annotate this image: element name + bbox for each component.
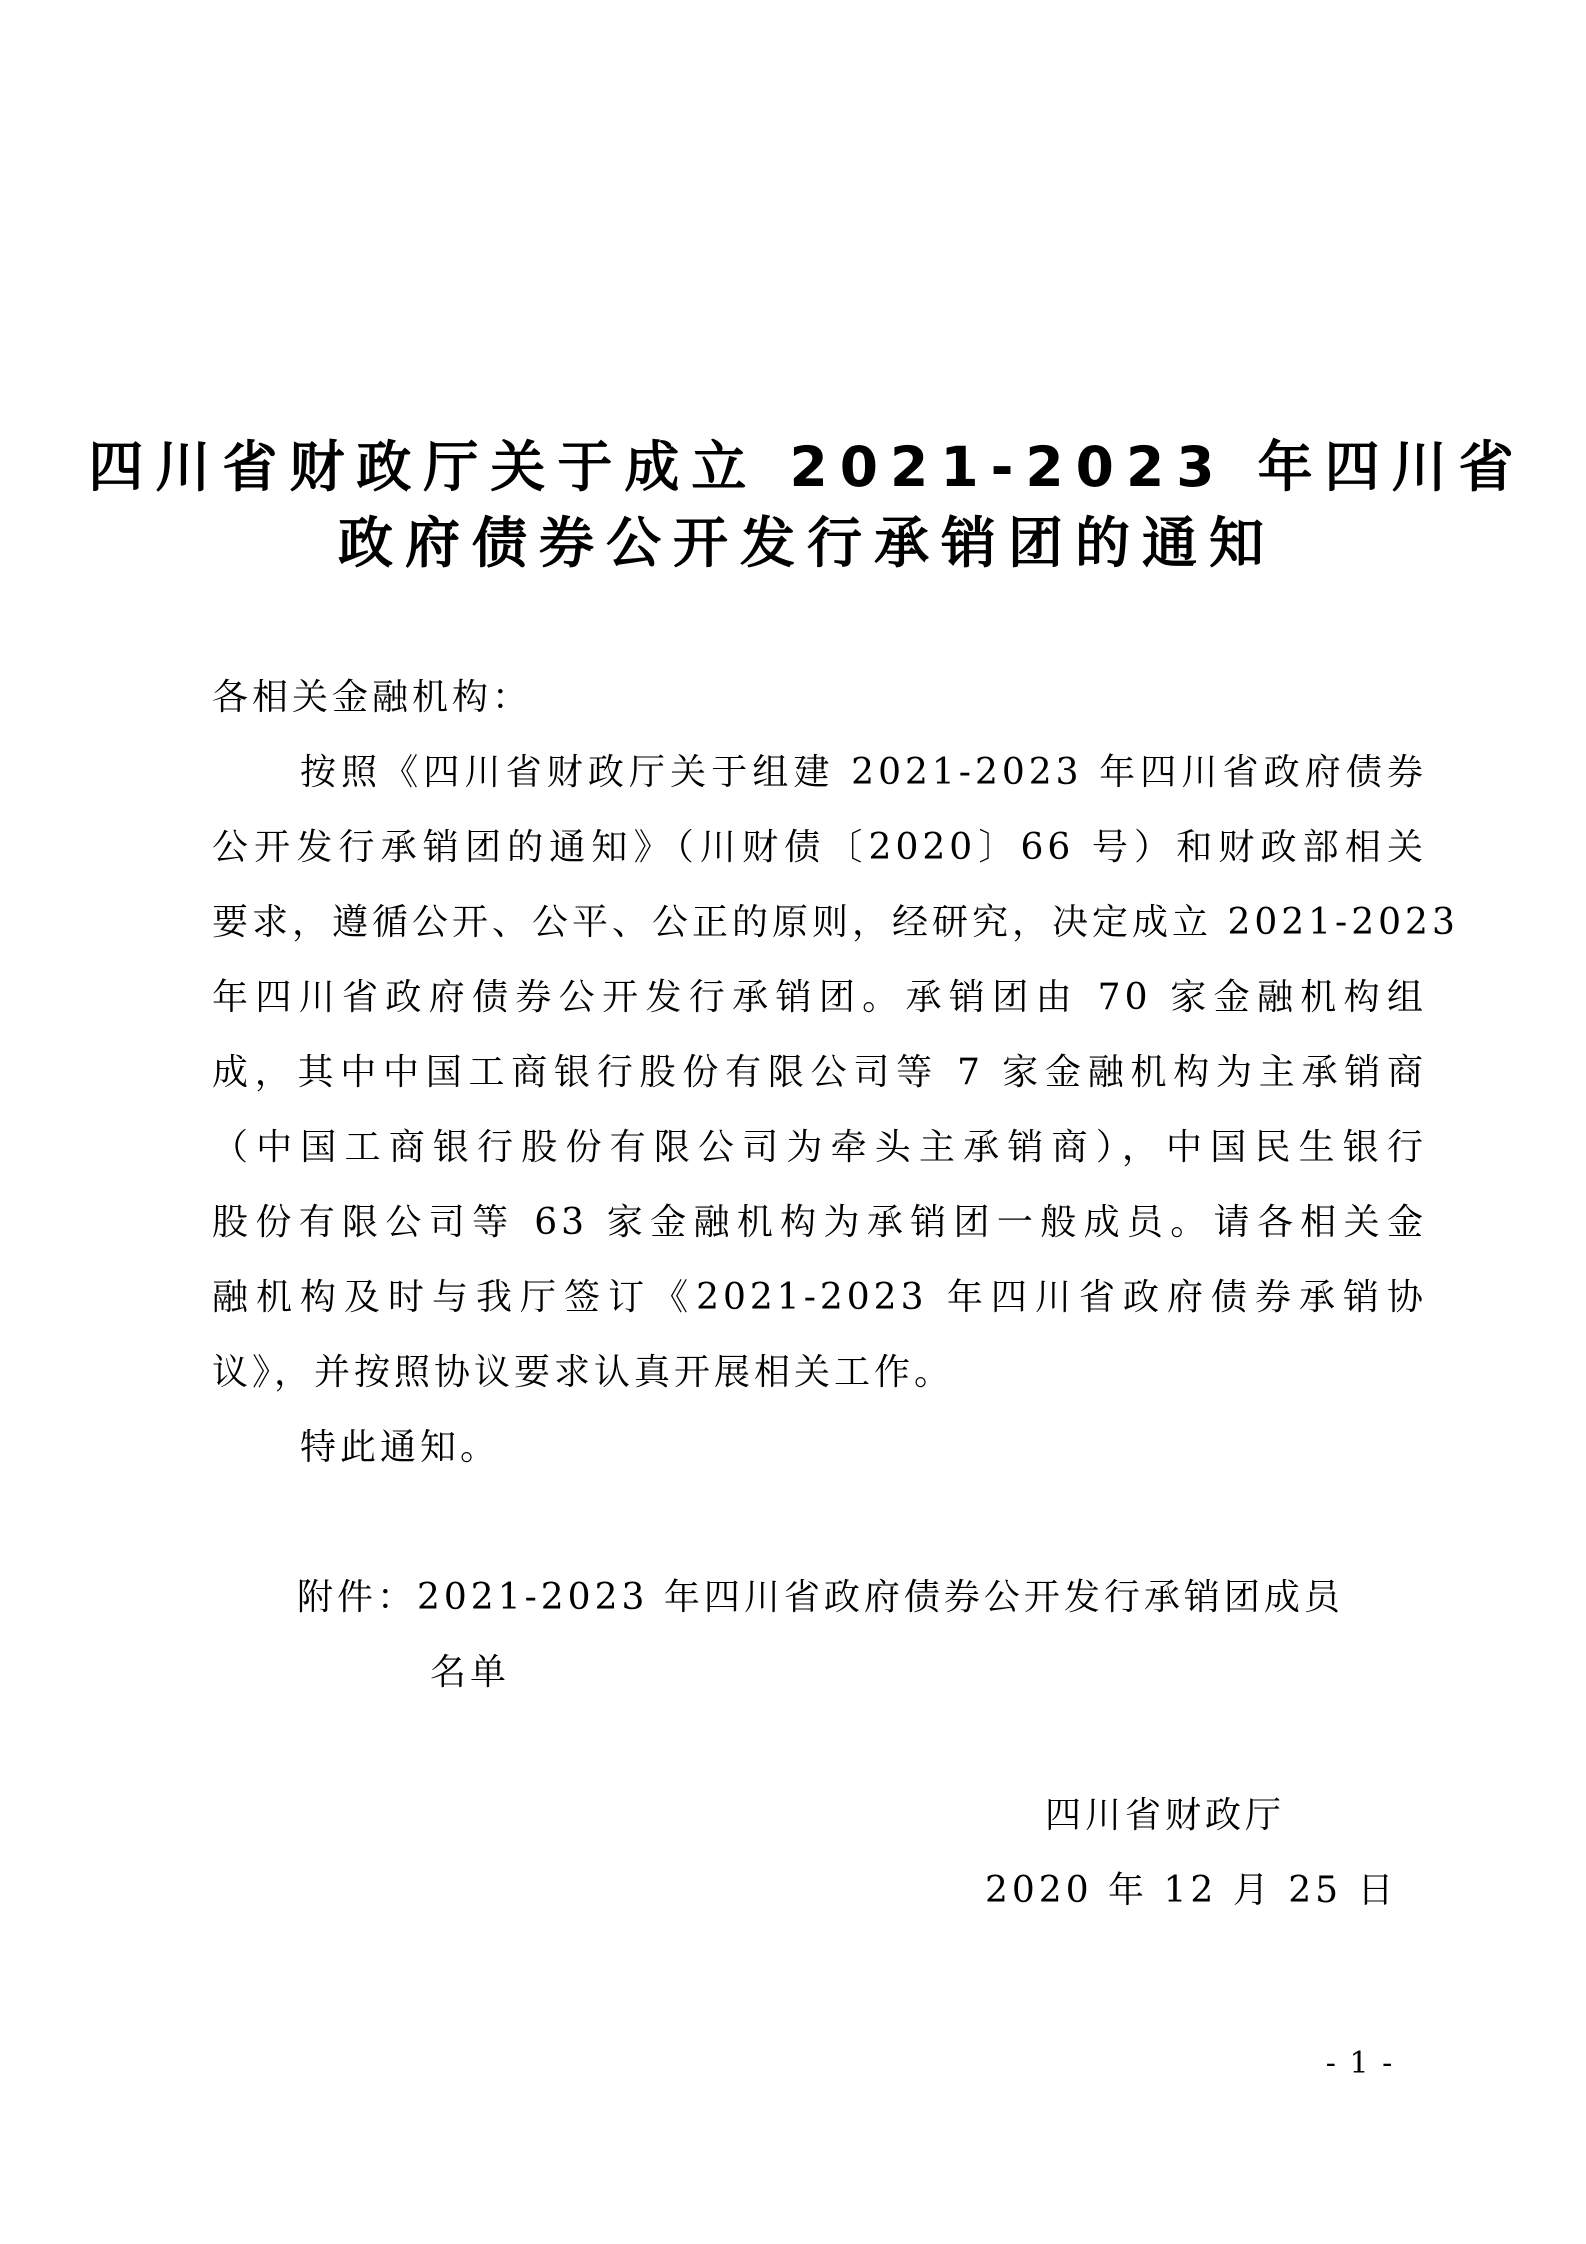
document-body — [212, 660, 1459, 1485]
body-line: 特此通知。 — [300, 1427, 501, 1468]
body-line: 年四川省政府债券公开发行承销团。承销团由 70 家金融机构组 — [212, 977, 1427, 1018]
attachment-line2: 名单 — [430, 1652, 511, 1693]
page-number: - 1 - — [1325, 2046, 1395, 2081]
document-title — [28, 429, 1586, 581]
body-line: （中国工商银行股份有限公司为牵头主承销商），中国民生银行 — [212, 1127, 1427, 1168]
issuer-signature: 四川省财政厅 — [1044, 1795, 1285, 1836]
attachment-line1: 附件：2021-2023 年四川省政府债券公开发行承销团成员 — [297, 1577, 1344, 1618]
body-line: 按照《四川省财政厅关于组建 2021-2023 年四川省政府债券 — [300, 752, 1427, 793]
body-paragraphs — [212, 735, 1459, 1485]
body-line: 成，其中中国工商银行股份有限公司等 7 家金融机构为主承销商 — [212, 1052, 1427, 1093]
issue-date: 2020 年 12 月 25 日 — [985, 1870, 1398, 1911]
attachment-note — [297, 1560, 1437, 1710]
body-line: 股份有限公司等 63 家金融机构为承销团一般成员。请各相关金 — [212, 1202, 1427, 1243]
document-title-line1: 四川省财政厅关于成立 2021-2023 年四川省 — [88, 435, 1526, 499]
body-line: 融机构及时与我厅签订《2021-2023 年四川省政府债券承销协 — [212, 1277, 1427, 1318]
signoff-block — [985, 1778, 1398, 1928]
body-line: 公开发行承销团的通知》（川财债〔2020〕66 号）和财政部相关 — [212, 827, 1427, 868]
body-line: 议》，并按照协议要求认真开展相关工作。 — [212, 1352, 955, 1393]
body-line: 要求，遵循公开、公平、公正的原则，经研究，决定成立 2021-2023 — [212, 902, 1459, 943]
salutation: 各相关金融机构： — [212, 677, 533, 718]
document-title-line2: 政府债券公开发行承销团的通知 — [337, 511, 1276, 575]
